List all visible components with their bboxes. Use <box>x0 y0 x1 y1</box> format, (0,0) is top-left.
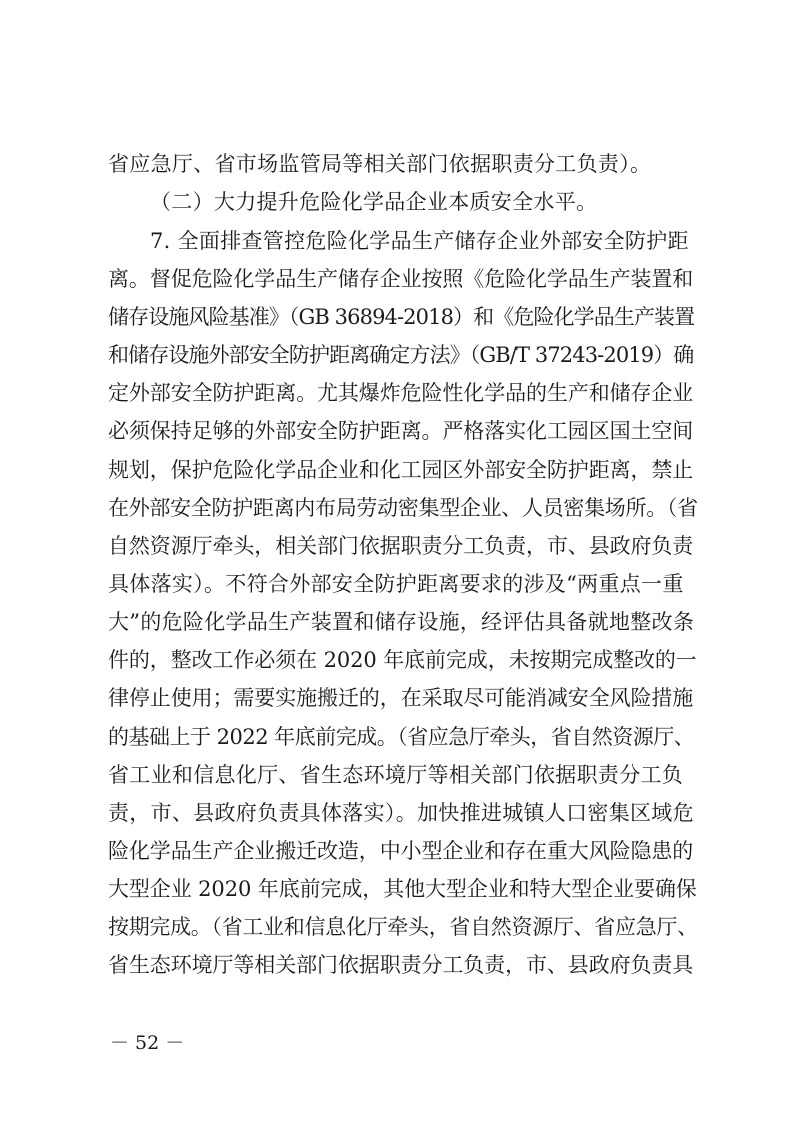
text-line: 件的，整改工作必须在 2020 年底前完成，未按期完成整改的一 <box>108 648 697 672</box>
text-line: 自然资源厅牵头，相关部门依据职责分工负责，市、县政府负责 <box>108 534 694 558</box>
text-line: 离。督促危险化学品生产储存企业按照《危险化学品生产装置和 <box>108 267 694 291</box>
text-line: 律停止使用；需要实施搬迁的，在采取尽可能消减安全风险措施 <box>108 686 694 710</box>
text-line: 必须保持足够的外部安全防护距离。严格落实化工园区国土空间 <box>108 419 694 443</box>
text-line: 和储存设施外部安全防护距离确定方法》（GB/T 37243-2019）确 <box>108 343 694 367</box>
text-line: 省应急厅、省市场监管局等相关部门依据职责分工负责）。 <box>108 152 652 176</box>
text-line: 险化学品生产企业搬迁改造，中小型企业和存在重大风险隐患的 <box>108 839 694 863</box>
text-line: 按期完成。（省工业和信息化厅牵头，省自然资源厅、省应急厅、 <box>108 915 698 939</box>
text-line: 规划，保护危险化学品企业和化工园区外部安全防护距离，禁止 <box>108 458 694 482</box>
text-line: 大型企业 2020 年底前完成，其他大型企业和特大型企业要确保 <box>108 877 697 901</box>
text-line: 储存设施风险基准》（GB 36894-2018）和《危险化学品生产装置 <box>108 305 695 329</box>
text-line: 的基础上于 2022 年底前完成。（省应急厅牵头，省自然资源厅、 <box>108 725 695 749</box>
text-line: 具体落实）。不符合外部安全防护距离要求的涉及“两重点一重 <box>108 572 684 596</box>
text-line: 责，市、县政府负责具体落实）。加快推进城镇人口密集区域危 <box>108 801 694 825</box>
page-number: － 52 － <box>110 1032 185 1054</box>
text-line: 省工业和信息化厅、省生态环境厅等相关部门依据职责分工负 <box>108 763 684 787</box>
text-line: 省生态环境厅等相关部门依据职责分工负责，市、县政府负责具 <box>108 953 694 977</box>
text-line: 在外部安全防护距离内布局劳动密集型企业、人员密集场所。（省 <box>108 496 698 520</box>
section-heading: （二）大力提升危险化学品企业本质安全水平。 <box>150 190 598 214</box>
text-line: 定外部安全防护距离。尤其爆炸危险性化学品的生产和储存企业 <box>108 381 694 405</box>
item-heading: 7. 全面排查管控危险化学品生产储存企业外部安全防护距 <box>150 229 689 253</box>
text-line: 大”的危险化学品生产装置和储存设施，经评估具备就地整改条 <box>108 610 695 634</box>
